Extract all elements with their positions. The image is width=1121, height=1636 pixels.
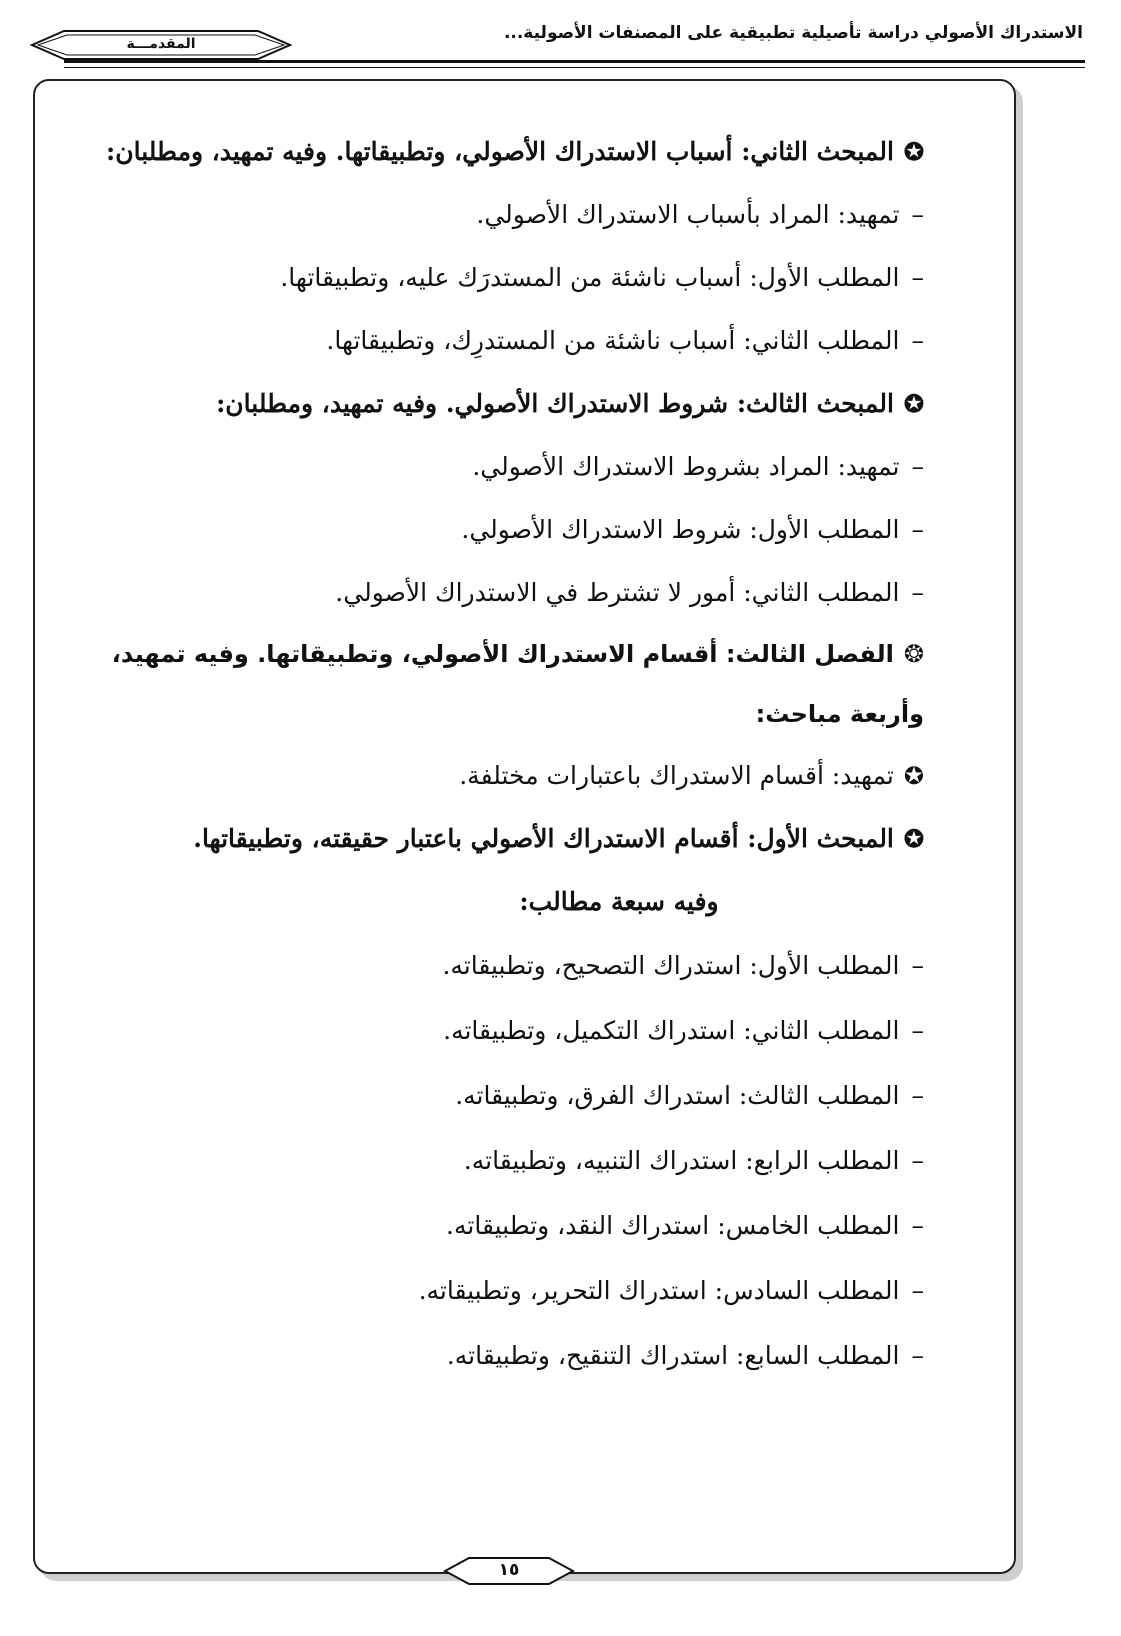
flower-bullet-icon: ✪ [903, 389, 924, 418]
toc-line-item [134, 933, 924, 998]
section-badge [30, 28, 292, 62]
toc-line-chapter [111, 624, 924, 684]
toc-line-item [134, 998, 924, 1063]
dash-icon: – [911, 1081, 924, 1110]
toc-line-item [134, 1323, 924, 1388]
toc-line-item [134, 1193, 924, 1258]
toc-line-section [106, 120, 924, 183]
toc-line-text: المطلب الثاني: أمور لا تشترط في الاستدراك الأصولي. [335, 578, 900, 607]
toc-line-item [134, 246, 924, 309]
toc-line-item [134, 1063, 924, 1128]
dash-icon: – [911, 263, 924, 292]
header-rule-thin [64, 67, 1085, 68]
section-badge-label: المقدمـــة [126, 36, 196, 52]
toc-line-item [134, 1128, 924, 1193]
toc-line-text: المطلب الأول: أسباب ناشئة من المستدرَك عليه، وتطبيقاتها. [280, 263, 900, 292]
toc-line-text: المطلب الأول: شروط الاستدراك الأصولي. [461, 515, 900, 544]
dash-icon: – [911, 578, 924, 607]
dash-icon: – [911, 1146, 924, 1175]
toc-line-text: المطلب السادس: استدراك التحرير، وتطبيقاته. [418, 1276, 900, 1305]
ornament-bullet-icon: ❂ [903, 640, 924, 668]
toc-line-text: المطلب الخامس: استدراك النقد، وتطبيقاته. [446, 1211, 900, 1240]
toc-line-text: المطلب الثاني: أسباب ناشئة من المستدرِك، وتطبيقاتها. [326, 326, 900, 355]
toc-line-section-cont [134, 870, 924, 933]
toc-line-text: تمهيد: أقسام الاستدراك باعتبارات مختلفة. [459, 761, 894, 790]
toc-line-text: المبحث الأول: أقسام الاستدراك الأصولي باعتبار حقيقته، وتطبيقاتها. [193, 824, 894, 853]
dash-icon: – [911, 1276, 924, 1305]
flower-bullet-icon: ✪ [903, 824, 924, 853]
toc-line-text: المطلب الأول: استدراك التصحيح، وتطبيقاته. [442, 951, 900, 980]
toc-line-item [134, 183, 924, 246]
toc-line-item [134, 561, 924, 624]
toc-line-text: المطلب الثالث: استدراك الفرق، وتطبيقاته. [455, 1081, 900, 1110]
toc-line-text: تمهيد: المراد بأسباب الاستدراك الأصولي. [476, 200, 900, 229]
page-number: ١٥ [498, 1560, 520, 1580]
dash-icon: – [911, 1016, 924, 1045]
toc-line-section [134, 807, 924, 870]
flower-bullet-icon: ✪ [903, 762, 924, 790]
dash-icon: – [911, 452, 924, 481]
toc-line-text: المطلب الرابع: استدراك التنبيه، وتطبيقاته. [463, 1146, 900, 1175]
dash-icon: – [911, 1211, 924, 1240]
toc-line-text: المبحث الثاني: أسباب الاستدراك الأصولي، وتطبيقاتها. وفيه تمهيد، ومطلبان: [106, 137, 894, 166]
table-of-contents [106, 120, 924, 1388]
toc-line-item [134, 309, 924, 372]
toc-line-text: المبحث الثالث: شروط الاستدراك الأصولي. وفيه تمهيد، ومطلبان: [216, 389, 894, 418]
toc-line-item [134, 435, 924, 498]
toc-line-section [134, 372, 924, 435]
toc-line-text: الفصل الثالث: أقسام الاستدراك الأصولي، وتطبيقاتها. وفيه تمهيد، [111, 640, 894, 668]
page-number-badge [443, 1556, 575, 1586]
toc-line-text: تمهيد: المراد بشروط الاستدراك الأصولي. [472, 452, 900, 481]
toc-line-text: وأربعة مباحث: [755, 700, 924, 728]
flower-bullet-icon: ✪ [903, 137, 924, 166]
toc-line-text: المطلب السابع: استدراك التنقيح، وتطبيقاته. [446, 1341, 900, 1370]
dash-icon: – [911, 326, 924, 355]
dash-icon: – [911, 1341, 924, 1370]
dash-icon: – [911, 951, 924, 980]
dash-icon: – [911, 200, 924, 229]
running-header-title: الاستدراك الأصولي دراسة تأصيلية تطبيقية على المصنفات الأصولية... [503, 23, 1083, 43]
toc-line-chapter-cont [134, 684, 924, 744]
toc-line-intro [134, 744, 924, 807]
toc-line-text: وفيه سبعة مطالب: [519, 887, 719, 916]
toc-line-item [134, 1258, 924, 1323]
toc-line-item [134, 498, 924, 561]
toc-line-text: المطلب الثاني: استدراك التكميل، وتطبيقاته. [443, 1016, 900, 1045]
header-rule [64, 60, 1085, 63]
dash-icon: – [911, 515, 924, 544]
